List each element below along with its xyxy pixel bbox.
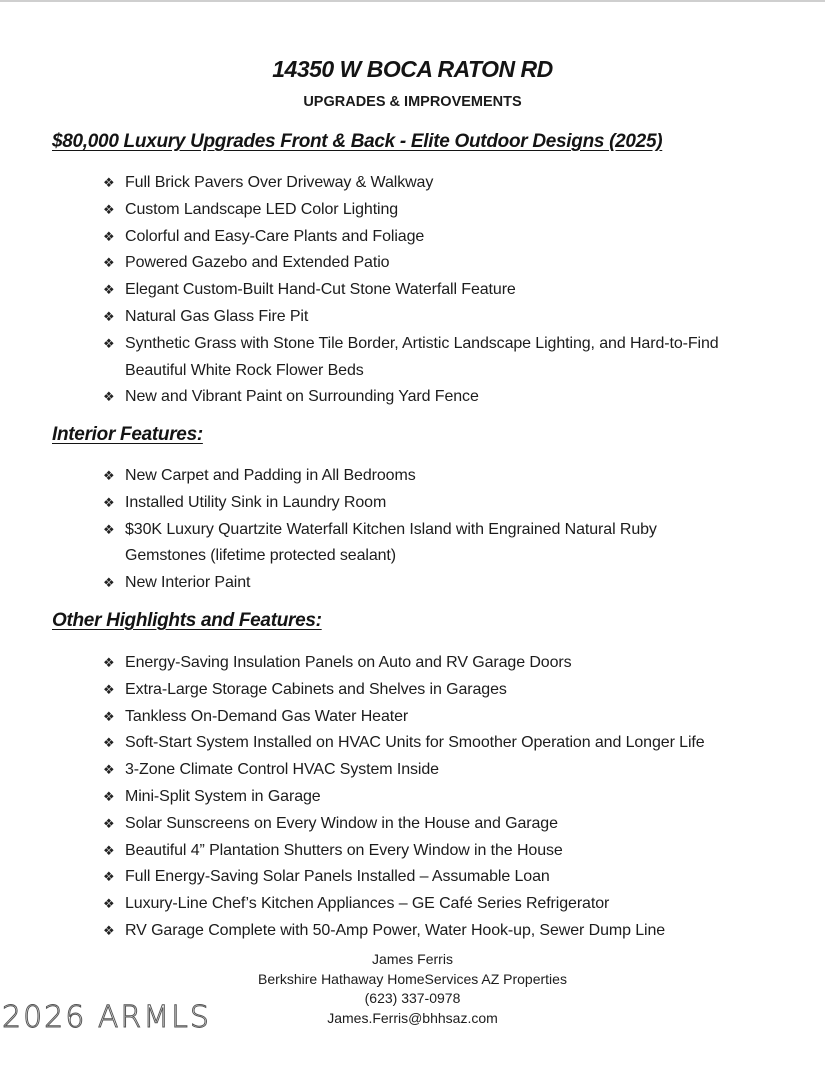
list-item: ❖ Luxury-Line Chef’s Kitchen Appliances – GE Café Series Refrigerator — [103, 891, 705, 918]
diamond-bullet-icon: ❖ — [103, 815, 115, 831]
section-heading-other-highlights: Other Highlights and Features: — [52, 610, 322, 631]
diamond-bullet-icon: ❖ — [103, 896, 115, 912]
diamond-bullet-icon: ❖ — [103, 308, 115, 324]
diamond-bullet-icon: ❖ — [103, 655, 115, 670]
list-item: ❖ Full Energy-Saving Solar Panels Installed – Assumable Loan — [103, 864, 705, 891]
diamond-bullet-icon: ❖ — [103, 228, 115, 244]
interior-features-list — [103, 463, 735, 597]
outdoor-upgrades-list — [103, 170, 775, 411]
list-item: ❖ Extra-Large Storage Cabinets and Shelves in Garages — [103, 677, 705, 704]
diamond-bullet-icon: ❖ — [103, 762, 115, 778]
scan-top-edge — [0, 0, 825, 2]
diamond-bullet-icon: ❖ — [103, 494, 115, 510]
diamond-bullet-icon: ❖ — [103, 869, 115, 885]
list-item: ❖ Tankless On-Demand Gas Water Heater — [103, 704, 705, 731]
diamond-bullet-icon: ❖ — [103, 335, 115, 351]
other-highlights-list — [103, 650, 705, 945]
list-item: ❖ $30K Luxury Quartzite Waterfall Kitchen Island with Engrained Natural Ruby Gemstones (lifetime protected sealant) — [103, 517, 735, 571]
list-item: ❖ New Carpet and Padding in All Bedrooms — [103, 463, 735, 490]
diamond-bullet-icon: ❖ — [103, 389, 115, 405]
diamond-bullet-icon: ❖ — [103, 735, 115, 751]
diamond-bullet-icon: ❖ — [103, 842, 115, 858]
list-item: ❖ Energy-Saving Insulation Panels on Auto and RV Garage Doors — [103, 650, 705, 677]
list-item: ❖ Colorful and Easy-Care Plants and Foliage — [103, 224, 775, 251]
list-item: ❖ New Interior Paint — [103, 570, 735, 597]
list-item: ❖ Natural Gas Glass Fire Pit — [103, 304, 775, 331]
list-item: ❖ 3-Zone Climate Control HVAC System Inside — [103, 757, 705, 784]
armls-watermark: 2026 ARMLS — [2, 1000, 211, 1035]
diamond-bullet-icon: ❖ — [103, 255, 115, 271]
document-title: 14350 W BOCA RATON RD — [272, 56, 553, 82]
section-heading-outdoor-upgrades: $80,000 Luxury Upgrades Front & Back - Elite Outdoor Designs (2025) — [52, 131, 663, 152]
list-item: ❖ Powered Gazebo and Extended Patio — [103, 250, 775, 277]
diamond-bullet-icon: ❖ — [103, 282, 115, 298]
agent-email: James.Ferris@bhhsaz.com — [327, 1009, 498, 1026]
diamond-bullet-icon: ❖ — [103, 521, 115, 537]
list-item: ❖ New and Vibrant Paint on Surrounding Yard Fence — [103, 384, 775, 411]
list-item: ❖ Custom Landscape LED Color Lighting — [103, 197, 775, 224]
diamond-bullet-icon: ❖ — [103, 575, 115, 591]
diamond-bullet-icon: ❖ — [103, 922, 115, 938]
list-item: ❖ Elegant Custom-Built Hand-Cut Stone Waterfall Feature — [103, 277, 775, 304]
diamond-bullet-icon: ❖ — [103, 788, 115, 804]
diamond-bullet-icon: ❖ — [103, 468, 115, 483]
list-item: ❖ Mini-Split System in Garage — [103, 784, 705, 811]
diamond-bullet-icon: ❖ — [103, 708, 115, 724]
list-item: ❖ Soft-Start System Installed on HVAC Units for Smoother Operation and Longer Life — [103, 730, 705, 757]
list-item: ❖ Full Brick Pavers Over Driveway & Walkway — [103, 170, 775, 197]
agent-company: Berkshire Hathaway HomeServices AZ Properties — [258, 970, 567, 987]
list-item: ❖ Beautiful 4” Plantation Shutters on Every Window in the House — [103, 838, 705, 865]
list-item: ❖ Synthetic Grass with Stone Tile Border, Artistic Landscape Lighting, and Hard-to-Find Beautiful White Rock Flower Beds — [103, 331, 775, 385]
agent-phone: (623) 337-0978 — [364, 990, 461, 1006]
agent-name: James Ferris — [372, 951, 453, 967]
diamond-bullet-icon: ❖ — [103, 201, 115, 217]
diamond-bullet-icon: ❖ — [103, 175, 115, 190]
document-subtitle: UPGRADES & IMPROVEMENTS — [303, 94, 522, 110]
list-item: ❖ Solar Sunscreens on Every Window in the House and Garage — [103, 811, 705, 838]
list-item: ❖ RV Garage Complete with 50-Amp Power, Water Hook-up, Sewer Dump Line — [103, 918, 705, 945]
list-item: ❖ Installed Utility Sink in Laundry Room — [103, 490, 735, 517]
diamond-bullet-icon: ❖ — [103, 681, 115, 697]
section-heading-interior-features: Interior Features: — [52, 424, 203, 445]
